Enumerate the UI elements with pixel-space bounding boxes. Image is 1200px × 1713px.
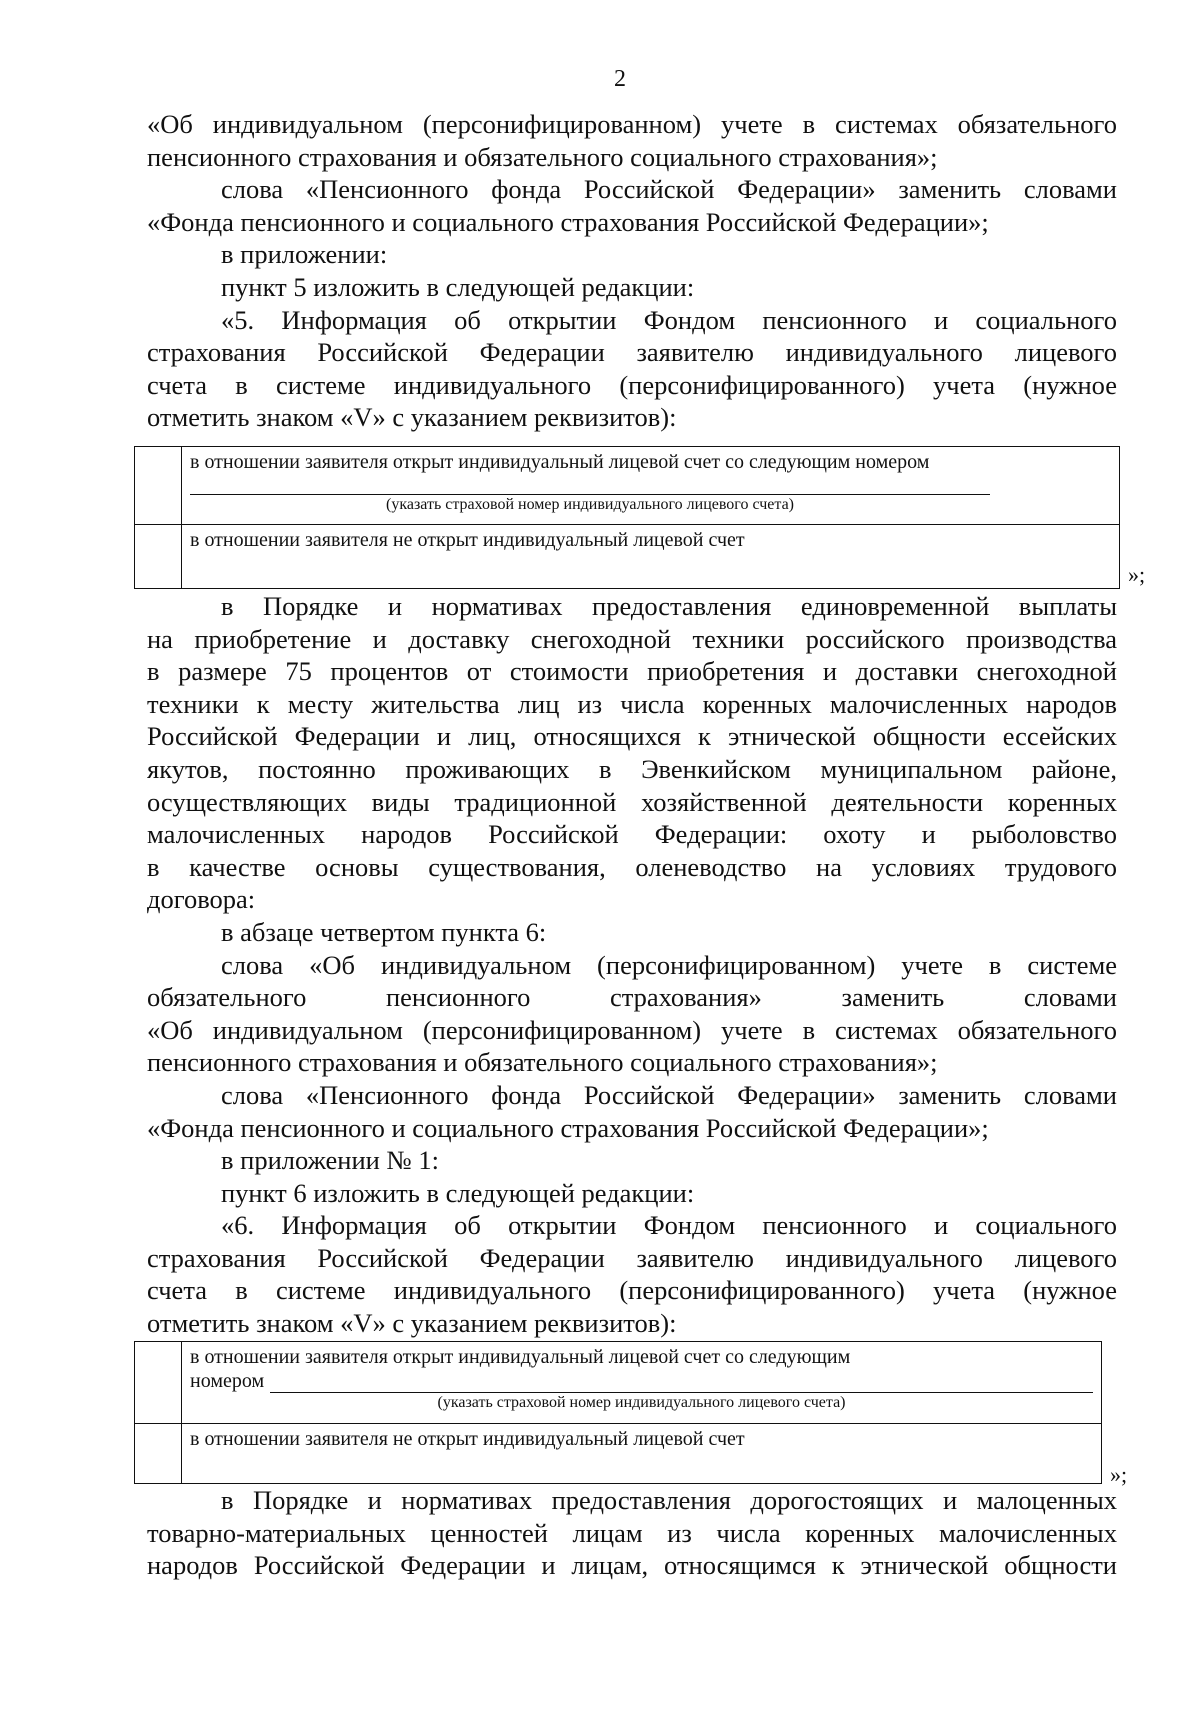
account-form-table-2: [134, 1341, 1102, 1484]
checkbox-cell[interactable]: [135, 525, 182, 589]
paragraph-line: пенсионного страхования и обязательного социального страхования»;: [147, 141, 938, 172]
number-blank-line[interactable]: [270, 1372, 1093, 1393]
paragraph-line: «Фонда пенсионного и социального страхования Российской Федерации»;: [147, 1112, 989, 1143]
option-cell: [182, 1424, 1102, 1484]
paragraph-line: обязательного пенсионного страхования» заменить словами: [147, 982, 1117, 1013]
paragraph-line: в приложении:: [221, 239, 388, 270]
account-form-table-1: [134, 446, 1120, 589]
number-field-row: [190, 1369, 1093, 1393]
paragraph-line: осуществляющих виды традиционной хозяйственной деятельности коренных: [147, 786, 1117, 817]
paragraph-line: «Об индивидуальном (персонифицированном) учете в системах обязательного: [147, 1014, 1117, 1045]
checkbox-cell[interactable]: [135, 1342, 182, 1424]
paragraph-line: страхования Российской Федерации заявителю индивидуального лицевого: [147, 337, 1117, 368]
paragraph-line: в Порядке и нормативах предоставления единовременной выплаты: [221, 591, 1117, 621]
text-block-2: [147, 590, 1117, 1340]
paragraph-line: договора:: [147, 884, 256, 915]
option-cell: [182, 1342, 1102, 1424]
checkbox-cell[interactable]: [135, 447, 182, 525]
paragraph-line: отметить знаком «V» с указанием реквизитов):: [147, 402, 677, 433]
field-caption: (указать страховой номер индивидуального лицевого счета): [385, 496, 795, 513]
paragraph-line: в абзаце четвертом пункта 6:: [221, 916, 547, 947]
paragraph-line: Российской Федерации и лиц, относящихся к этнической общности ессейских: [147, 721, 1117, 752]
option-text-cont: номером: [190, 1370, 265, 1392]
paragraph-line: счета в системе индивидуального (персонифицированного) учета (нужное: [147, 1275, 1117, 1306]
paragraph-line: на приобретение и доставку снегоходной техники российского производства: [147, 623, 1117, 654]
paragraph-line: в приложении № 1:: [221, 1145, 439, 1176]
number-blank-line[interactable]: [190, 474, 990, 495]
option-cell: [182, 525, 1120, 589]
table-row: [135, 525, 1120, 589]
option-text: в отношении заявителя не открыт индивидуальный лицевой счет: [190, 1428, 745, 1450]
closing-quote: »;: [1110, 1462, 1128, 1487]
text-block-1: [147, 108, 1117, 434]
paragraph-line: пенсионного страхования и обязательного социального страхования»;: [147, 1047, 938, 1078]
paragraph-line: малочисленных народов Российской Федерации: охоту и рыболовство: [147, 819, 1117, 850]
paragraph-line: слова «Пенсионного фонда Российской Федерации» заменить словами: [221, 1079, 1117, 1110]
closing-quote: »;: [1128, 562, 1146, 587]
text-block-3: [147, 1484, 1117, 1582]
paragraph-line: товарно-материальных ценностей лицам из числа коренных малочисленных: [147, 1517, 1117, 1548]
paragraph-line: пункт 5 изложить в следующей редакции:: [221, 271, 695, 302]
page-number: 2: [614, 66, 626, 92]
option-text: в отношении заявителя открыт индивидуальный лицевой счет со следующим: [190, 1346, 851, 1368]
paragraph-line: в качестве основы существования, оленеводство на условиях трудового: [147, 851, 1117, 882]
paragraph-line: якутов, постоянно проживающих в Эвенкийском муниципальном районе,: [147, 753, 1117, 784]
option-cell: [182, 447, 1120, 525]
paragraph-line: в размере 75 процентов от стоимости приобретения и доставки снегоходной: [147, 656, 1117, 687]
paragraph-line: «5. Информация об открытии Фондом пенсионного и социального: [221, 304, 1117, 335]
option-text: в отношении заявителя не открыт индивидуальный лицевой счет: [190, 529, 745, 551]
paragraph-line: отметить знаком «V» с указанием реквизитов):: [147, 1308, 677, 1339]
table-row: [135, 1342, 1102, 1424]
field-caption: (указать страховой номер индивидуального лицевого счета): [437, 1394, 846, 1411]
paragraph-line: слова «Об индивидуальном (персонифицированном) учете в системе: [221, 949, 1117, 980]
paragraph-line: страхования Российской Федерации заявителю индивидуального лицевого: [147, 1242, 1117, 1273]
paragraph-line: счета в системе индивидуального (персонифицированного) учета (нужное: [147, 369, 1117, 400]
table-row: [135, 447, 1120, 525]
paragraph-line: «6. Информация об открытии Фондом пенсионного и социального: [221, 1210, 1117, 1241]
option-text: в отношении заявителя открыт индивидуальный лицевой счет со следующим номером: [190, 451, 930, 473]
paragraph-line: техники к месту жительства лиц из числа коренных малочисленных народов: [147, 688, 1117, 719]
checkbox-cell[interactable]: [135, 1424, 182, 1484]
paragraph-line: в Порядке и нормативах предоставления дорогостоящих и малоценных: [221, 1485, 1117, 1515]
paragraph-line: слова «Пенсионного фонда Российской Федерации» заменить словами: [221, 174, 1117, 205]
paragraph-line: народов Российской Федерации и лицам, относящимся к этнической общности: [147, 1550, 1117, 1581]
paragraph-line: пункт 6 изложить в следующей редакции:: [221, 1177, 695, 1208]
paragraph-line: «Об индивидуальном (персонифицированном) учете в системах обязательного: [147, 109, 1117, 139]
table-row: [135, 1424, 1102, 1484]
paragraph-line: «Фонда пенсионного и социального страхования Российской Федерации»;: [147, 206, 989, 237]
